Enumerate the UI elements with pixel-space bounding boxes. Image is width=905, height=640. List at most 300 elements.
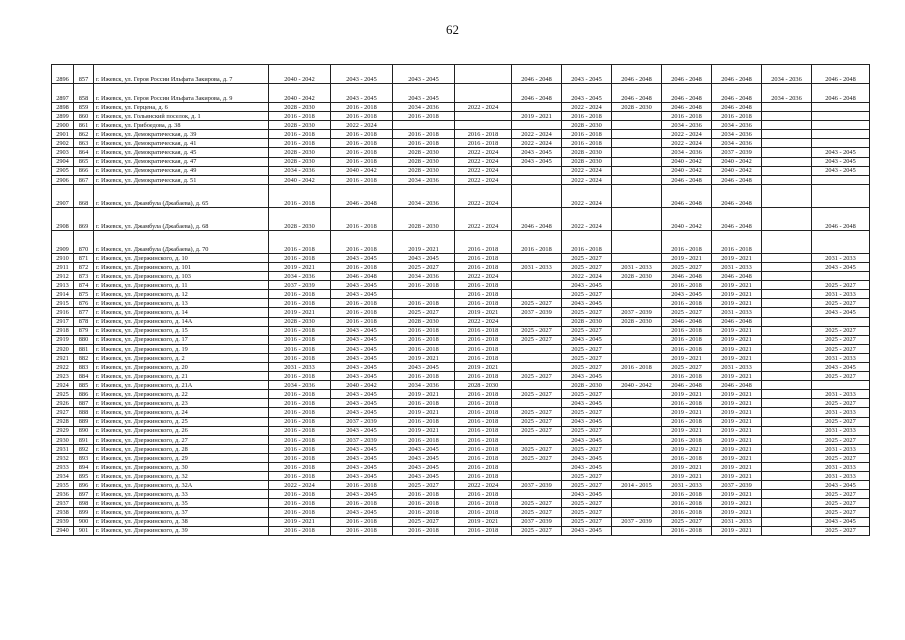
period-cell (612, 157, 662, 166)
period-cell: 2022 - 2024 (455, 207, 512, 230)
period-cell: 2028 - 2030 (393, 157, 455, 166)
address-cell: г. Ижевск, ул. Демократическая, д. 39 (94, 130, 269, 139)
period-cell: 2016 - 2018 (455, 526, 512, 535)
address-cell: г. Ижевск, ул. Дзержинского, д. 10 (94, 253, 269, 262)
address-cell: г. Ижевск, ул. Дзержинского, д. 101 (94, 262, 269, 271)
row-number: 2927 (52, 408, 74, 417)
period-cell (812, 130, 870, 139)
period-cell (762, 372, 812, 381)
period-cell (762, 272, 812, 281)
address-cell: г. Ижевск, ул. Дзержинского, д. 11 (94, 281, 269, 290)
period-cell (612, 426, 662, 435)
period-cell: 2016 - 2018 (393, 344, 455, 353)
period-cell: 2034 - 2036 (269, 272, 331, 281)
period-cell: 2016 - 2018 (455, 426, 512, 435)
period-cell (812, 272, 870, 281)
period-cell: 2016 - 2018 (455, 139, 512, 148)
period-cell: 2016 - 2018 (455, 444, 512, 453)
period-cell (762, 139, 812, 148)
period-cell: 2043 - 2045 (331, 353, 393, 362)
period-cell (762, 317, 812, 326)
row-number: 2897 (52, 84, 74, 103)
period-cell: 2031 - 2033 (812, 390, 870, 399)
row-number: 2933 (52, 463, 74, 472)
period-cell: 2022 - 2024 (562, 166, 612, 175)
row-index: 880 (74, 335, 94, 344)
row-number: 2907 (52, 184, 74, 207)
row-number: 2922 (52, 362, 74, 371)
row-number: 2924 (52, 381, 74, 390)
period-cell: 2031 - 2033 (662, 481, 712, 490)
row-number: 2899 (52, 112, 74, 121)
period-cell: 2016 - 2018 (269, 230, 331, 253)
period-cell: 2046 - 2048 (712, 175, 762, 184)
period-cell: 2025 - 2027 (512, 499, 562, 508)
period-cell (612, 453, 662, 462)
address-cell: г. Ижевск, ул. Джамбула (Джабаева), д. 70 (94, 230, 269, 253)
table-row (52, 481, 870, 490)
period-cell (612, 408, 662, 417)
period-cell: 2043 - 2045 (331, 281, 393, 290)
table-row (52, 390, 870, 399)
period-cell: 2028 - 2030 (269, 207, 331, 230)
table-row (52, 308, 870, 317)
table-row (52, 262, 870, 271)
period-cell (512, 121, 562, 130)
period-cell: 2019 - 2021 (712, 299, 762, 308)
period-cell: 2025 - 2027 (562, 253, 612, 262)
period-cell (812, 121, 870, 130)
period-cell: 2040 - 2042 (331, 166, 393, 175)
period-cell: 2025 - 2027 (562, 426, 612, 435)
period-cell: 2016 - 2018 (393, 499, 455, 508)
period-cell: 2016 - 2018 (455, 499, 512, 508)
row-number: 2940 (52, 526, 74, 535)
period-cell: 2031 - 2033 (812, 408, 870, 417)
period-cell: 2034 - 2036 (762, 84, 812, 103)
period-cell (512, 281, 562, 290)
table-row (52, 207, 870, 230)
row-index: 896 (74, 481, 94, 490)
period-cell: 2016 - 2018 (269, 253, 331, 262)
period-cell: 2034 - 2036 (762, 65, 812, 84)
period-cell: 2046 - 2048 (712, 184, 762, 207)
row-index: 883 (74, 362, 94, 371)
period-cell: 2022 - 2024 (662, 139, 712, 148)
period-cell (762, 526, 812, 535)
period-cell: 2019 - 2021 (662, 408, 712, 417)
table-row (52, 326, 870, 335)
period-cell: 2016 - 2018 (331, 130, 393, 139)
period-cell: 2031 - 2033 (712, 362, 762, 371)
period-cell: 2040 - 2042 (712, 157, 762, 166)
period-cell (512, 472, 562, 481)
period-cell: 2016 - 2018 (269, 390, 331, 399)
period-cell: 2037 - 2039 (512, 517, 562, 526)
period-cell: 2022 - 2024 (562, 103, 612, 112)
table-row (52, 299, 870, 308)
row-number: 2931 (52, 444, 74, 453)
table-row (52, 335, 870, 344)
period-cell (512, 290, 562, 299)
period-cell: 2019 - 2021 (455, 308, 512, 317)
period-cell: 2016 - 2018 (331, 526, 393, 535)
period-cell: 2016 - 2018 (455, 262, 512, 271)
period-cell: 2016 - 2018 (269, 417, 331, 426)
period-cell (762, 499, 812, 508)
period-cell (762, 517, 812, 526)
period-cell (612, 148, 662, 157)
row-index: 877 (74, 308, 94, 317)
row-index: 861 (74, 121, 94, 130)
period-cell: 2046 - 2048 (612, 84, 662, 103)
period-cell: 2016 - 2018 (269, 490, 331, 499)
period-cell (612, 112, 662, 121)
period-cell: 2046 - 2048 (712, 381, 762, 390)
period-cell: 2022 - 2024 (331, 121, 393, 130)
period-cell (812, 184, 870, 207)
period-cell (762, 281, 812, 290)
period-cell (762, 112, 812, 121)
period-cell: 2046 - 2048 (662, 184, 712, 207)
row-index: 891 (74, 435, 94, 444)
period-cell: 2034 - 2036 (393, 272, 455, 281)
period-cell: 2040 - 2042 (662, 166, 712, 175)
row-index: 897 (74, 490, 94, 499)
table-row (52, 290, 870, 299)
period-cell (812, 381, 870, 390)
period-cell: 2016 - 2018 (269, 444, 331, 453)
period-cell: 2022 - 2024 (269, 481, 331, 490)
row-index: 864 (74, 148, 94, 157)
period-cell (612, 444, 662, 453)
period-cell: 2028 - 2030 (612, 317, 662, 326)
period-cell: 2022 - 2024 (455, 175, 512, 184)
address-cell: г. Ижевск, ул. Дзержинского, д. 35 (94, 499, 269, 508)
address-cell: г. Ижевск, ул. Дзержинского, д. 19 (94, 344, 269, 353)
period-cell: 2016 - 2018 (455, 417, 512, 426)
period-cell: 2016 - 2018 (269, 353, 331, 362)
period-cell (455, 65, 512, 84)
period-cell: 2022 - 2024 (562, 207, 612, 230)
period-cell: 2025 - 2027 (812, 453, 870, 462)
row-index: 875 (74, 290, 94, 299)
period-cell: 2016 - 2018 (712, 230, 762, 253)
row-number: 2901 (52, 130, 74, 139)
table-row (52, 453, 870, 462)
row-index: 889 (74, 417, 94, 426)
period-cell: 2031 - 2033 (812, 463, 870, 472)
period-cell: 2016 - 2018 (662, 490, 712, 499)
period-cell: 2046 - 2048 (662, 103, 712, 112)
period-cell: 2016 - 2018 (662, 281, 712, 290)
period-cell: 2016 - 2018 (712, 112, 762, 121)
period-cell: 2043 - 2045 (331, 335, 393, 344)
address-cell: г. Ижевск, ул. Герцена, д. 6 (94, 103, 269, 112)
table-row (52, 463, 870, 472)
period-cell: 2016 - 2018 (331, 262, 393, 271)
row-index: 865 (74, 157, 94, 166)
period-cell: 2019 - 2021 (393, 353, 455, 362)
period-cell: 2046 - 2048 (712, 103, 762, 112)
address-cell: г. Ижевск, ул. Дзержинского, д. 33 (94, 490, 269, 499)
row-index: 867 (74, 175, 94, 184)
period-cell: 2025 - 2027 (512, 372, 562, 381)
period-cell: 2043 - 2045 (331, 453, 393, 462)
period-cell: 2046 - 2048 (712, 207, 762, 230)
period-cell: 2037 - 2039 (612, 517, 662, 526)
period-cell: 2040 - 2042 (662, 207, 712, 230)
period-cell: 2040 - 2042 (269, 175, 331, 184)
address-cell: г. Ижевск, ул. Дзержинского, д. 26 (94, 426, 269, 435)
period-cell (812, 112, 870, 121)
period-cell (762, 444, 812, 453)
period-cell (612, 139, 662, 148)
table-row (52, 272, 870, 281)
period-cell (612, 166, 662, 175)
period-cell: 2031 - 2033 (712, 308, 762, 317)
period-cell: 2019 - 2021 (712, 463, 762, 472)
period-cell: 2025 - 2027 (812, 344, 870, 353)
period-cell: 2016 - 2018 (331, 308, 393, 317)
period-cell (812, 139, 870, 148)
period-cell: 2043 - 2045 (331, 444, 393, 453)
period-cell: 2016 - 2018 (562, 230, 612, 253)
period-cell: 2031 - 2033 (812, 444, 870, 453)
period-cell: 2028 - 2030 (612, 103, 662, 112)
row-number: 2910 (52, 253, 74, 262)
period-cell: 2016 - 2018 (455, 281, 512, 290)
period-cell (512, 490, 562, 499)
period-cell: 2016 - 2018 (331, 157, 393, 166)
table-row (52, 526, 870, 535)
address-cell: г. Ижевск, ул. Дзержинского, д. 38 (94, 517, 269, 526)
period-cell: 2016 - 2018 (455, 372, 512, 381)
period-cell: 2016 - 2018 (455, 230, 512, 253)
period-cell: 2016 - 2018 (662, 335, 712, 344)
period-cell: 2016 - 2018 (662, 299, 712, 308)
period-cell: 2034 - 2036 (712, 121, 762, 130)
period-cell (612, 344, 662, 353)
period-cell: 2031 - 2033 (712, 262, 762, 271)
period-cell: 2016 - 2018 (393, 526, 455, 535)
period-cell: 2016 - 2018 (562, 130, 612, 139)
period-cell (612, 230, 662, 253)
period-cell: 2016 - 2018 (662, 344, 712, 353)
row-number: 2925 (52, 390, 74, 399)
address-cell: г. Ижевск, ул. Дзержинского, д. 24 (94, 408, 269, 417)
period-cell: 2043 - 2045 (562, 463, 612, 472)
period-cell: 2025 - 2027 (662, 308, 712, 317)
period-cell: 2022 - 2024 (562, 184, 612, 207)
table-row (52, 175, 870, 184)
period-cell: 2025 - 2027 (812, 335, 870, 344)
period-cell: 2016 - 2018 (393, 399, 455, 408)
row-number: 2900 (52, 121, 74, 130)
period-cell: 2043 - 2045 (331, 253, 393, 262)
period-cell: 2034 - 2036 (393, 103, 455, 112)
address-cell: г. Ижевск, ул. Дзержинского, д. 20 (94, 362, 269, 371)
period-cell: 2019 - 2021 (712, 490, 762, 499)
period-cell: 2025 - 2027 (662, 262, 712, 271)
period-cell: 2019 - 2021 (662, 390, 712, 399)
period-cell: 2016 - 2018 (455, 463, 512, 472)
row-number: 2920 (52, 344, 74, 353)
period-cell: 2016 - 2018 (662, 526, 712, 535)
period-cell: 2016 - 2018 (269, 326, 331, 335)
period-cell: 2016 - 2018 (455, 408, 512, 417)
period-cell: 2025 - 2027 (812, 417, 870, 426)
period-cell: 2028 - 2030 (269, 157, 331, 166)
period-cell: 2019 - 2021 (269, 308, 331, 317)
period-cell: 2043 - 2045 (393, 65, 455, 84)
period-cell: 2016 - 2018 (331, 112, 393, 121)
schedule-table (51, 64, 870, 536)
row-number: 2896 (52, 65, 74, 84)
period-cell: 2019 - 2021 (512, 112, 562, 121)
period-cell (762, 390, 812, 399)
period-cell: 2016 - 2018 (393, 299, 455, 308)
period-cell: 2016 - 2018 (269, 426, 331, 435)
period-cell (393, 290, 455, 299)
table-row (52, 426, 870, 435)
period-cell: 2025 - 2027 (562, 499, 612, 508)
period-cell (512, 362, 562, 371)
address-cell: г. Ижевск, ул. Дзержинского, д. 23 (94, 399, 269, 408)
period-cell: 2025 - 2027 (562, 290, 612, 299)
row-number: 2905 (52, 166, 74, 175)
period-cell: 2016 - 2018 (455, 390, 512, 399)
period-cell: 2046 - 2048 (512, 207, 562, 230)
row-index: 878 (74, 317, 94, 326)
period-cell: 2043 - 2045 (512, 157, 562, 166)
table-row (52, 65, 870, 84)
period-cell: 2025 - 2027 (812, 299, 870, 308)
period-cell (512, 166, 562, 175)
address-cell: г. Ижевск, ул. Дзержинского, д. 14 (94, 308, 269, 317)
row-number: 2914 (52, 290, 74, 299)
row-index: 863 (74, 139, 94, 148)
period-cell (762, 472, 812, 481)
period-cell (812, 317, 870, 326)
row-number: 2937 (52, 499, 74, 508)
period-cell: 2022 - 2024 (562, 272, 612, 281)
period-cell (762, 207, 812, 230)
period-cell (512, 184, 562, 207)
period-cell: 2016 - 2018 (455, 253, 512, 262)
row-number: 2911 (52, 262, 74, 271)
period-cell: 2025 - 2027 (562, 517, 612, 526)
period-cell: 2031 - 2033 (612, 262, 662, 271)
period-cell: 2025 - 2027 (812, 526, 870, 535)
period-cell: 2034 - 2036 (662, 121, 712, 130)
row-number: 2915 (52, 299, 74, 308)
period-cell (612, 499, 662, 508)
period-cell: 2046 - 2048 (662, 317, 712, 326)
period-cell: 2043 - 2045 (812, 517, 870, 526)
period-cell: 2016 - 2018 (662, 112, 712, 121)
period-cell: 2046 - 2048 (662, 84, 712, 103)
period-cell (612, 335, 662, 344)
period-cell (762, 381, 812, 390)
period-cell: 2016 - 2018 (662, 326, 712, 335)
period-cell: 2016 - 2018 (455, 130, 512, 139)
table-row (52, 508, 870, 517)
period-cell: 2034 - 2036 (712, 130, 762, 139)
period-cell (762, 408, 812, 417)
period-cell: 2025 - 2027 (562, 444, 612, 453)
period-cell: 2043 - 2045 (393, 472, 455, 481)
period-cell: 2043 - 2045 (331, 426, 393, 435)
row-number: 2904 (52, 157, 74, 166)
address-cell: г. Ижевск, ул. Дзержинского, д. 14А (94, 317, 269, 326)
period-cell: 2043 - 2045 (562, 281, 612, 290)
period-cell: 2019 - 2021 (712, 426, 762, 435)
period-cell (612, 526, 662, 535)
address-cell: г. Ижевск, ул. Дзержинского, д. 28 (94, 444, 269, 453)
period-cell: 2019 - 2021 (712, 253, 762, 262)
period-cell: 2043 - 2045 (393, 253, 455, 262)
period-cell: 2034 - 2036 (269, 381, 331, 390)
period-cell (762, 453, 812, 462)
period-cell: 2043 - 2045 (393, 84, 455, 103)
address-cell: г. Ижевск, ул. Дзержинского, д. 32А (94, 481, 269, 490)
period-cell (762, 335, 812, 344)
period-cell: 2028 - 2030 (455, 381, 512, 390)
period-cell: 2043 - 2045 (331, 399, 393, 408)
row-index: 901 (74, 526, 94, 535)
period-cell: 2022 - 2024 (455, 103, 512, 112)
table-row (52, 253, 870, 262)
period-cell (762, 184, 812, 207)
period-cell: 2019 - 2021 (269, 517, 331, 526)
period-cell: 2016 - 2018 (455, 353, 512, 362)
period-cell: 2025 - 2027 (562, 390, 612, 399)
period-cell: 2043 - 2045 (331, 490, 393, 499)
address-cell: г. Ижевск, ул. Демократическая, д. 47 (94, 157, 269, 166)
period-cell (512, 381, 562, 390)
period-cell: 2022 - 2024 (512, 130, 562, 139)
period-cell: 2022 - 2024 (455, 272, 512, 281)
period-cell: 2016 - 2018 (393, 508, 455, 517)
period-cell: 2025 - 2027 (812, 499, 870, 508)
period-cell: 2037 - 2039 (712, 148, 762, 157)
period-cell: 2014 - 2015 (612, 481, 662, 490)
period-cell: 2016 - 2018 (393, 417, 455, 426)
period-cell: 2043 - 2045 (562, 435, 612, 444)
address-cell: г. Ижевск, ул. Дзержинского, д. 17 (94, 335, 269, 344)
address-cell: г. Ижевск, ул. Дзержинского, д. 32 (94, 472, 269, 481)
period-cell: 2028 - 2030 (393, 148, 455, 157)
table-row (52, 353, 870, 362)
period-cell: 2025 - 2027 (562, 408, 612, 417)
period-cell: 2034 - 2036 (393, 175, 455, 184)
period-cell: 2025 - 2027 (512, 299, 562, 308)
period-cell: 2025 - 2027 (393, 308, 455, 317)
period-cell: 2025 - 2027 (562, 344, 612, 353)
period-cell: 2016 - 2018 (331, 230, 393, 253)
period-cell: 2043 - 2045 (331, 326, 393, 335)
period-cell: 2025 - 2027 (812, 281, 870, 290)
period-cell: 2034 - 2036 (269, 166, 331, 175)
period-cell: 2034 - 2036 (393, 184, 455, 207)
row-number: 2903 (52, 148, 74, 157)
row-number: 2928 (52, 417, 74, 426)
period-cell: 2016 - 2018 (662, 499, 712, 508)
row-index: 882 (74, 353, 94, 362)
period-cell: 2019 - 2021 (393, 390, 455, 399)
period-cell: 2043 - 2045 (812, 148, 870, 157)
